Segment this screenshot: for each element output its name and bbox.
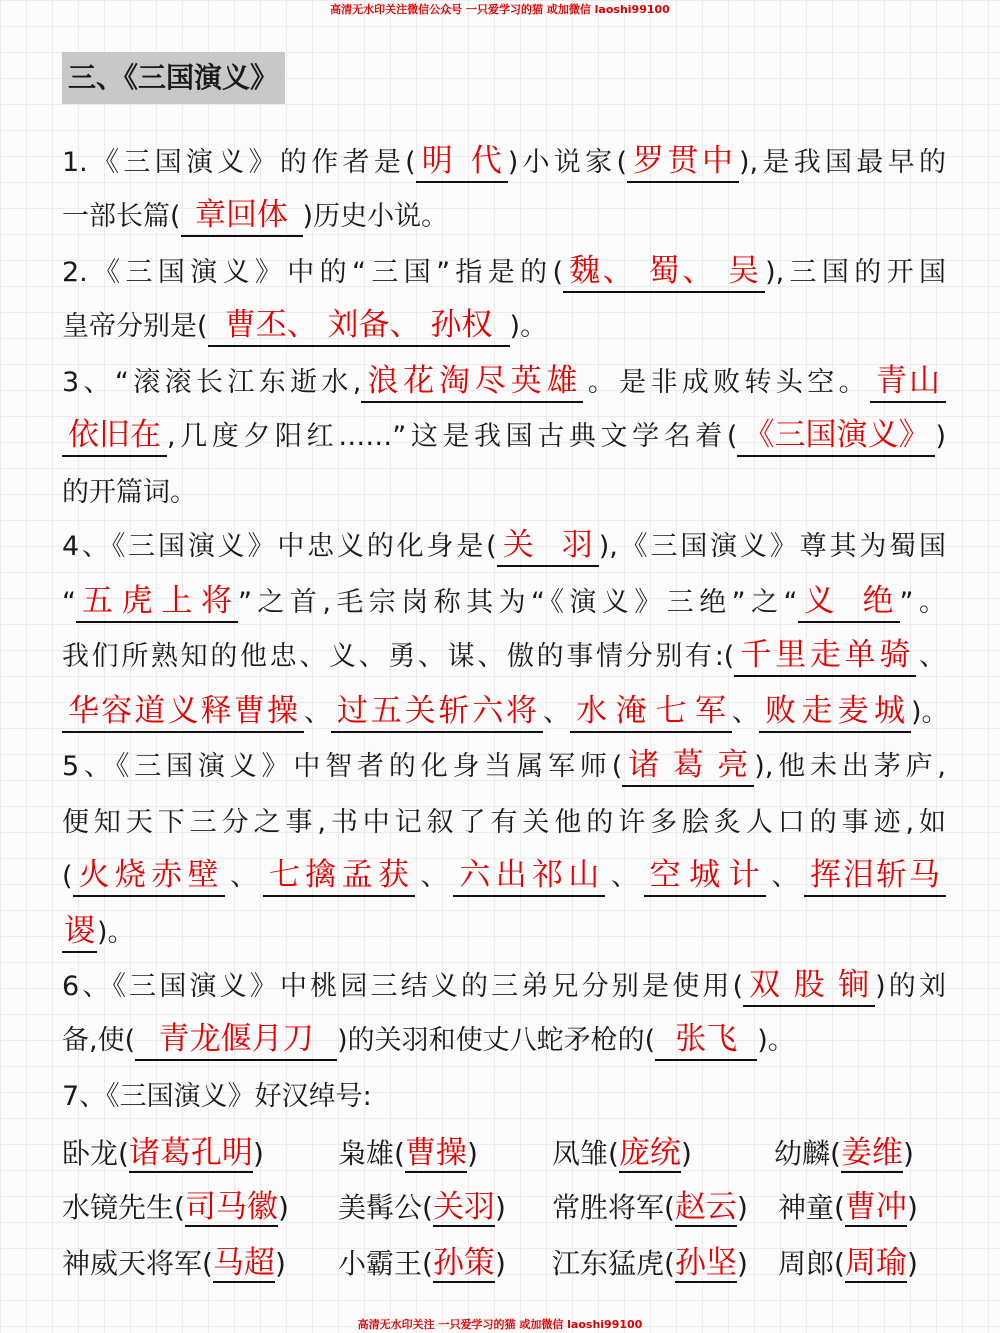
q7-title: 7、《三国演义》好汉绰号: bbox=[62, 1081, 372, 1112]
q4-line-3 bbox=[62, 630, 946, 684]
q3-line-2 bbox=[62, 410, 946, 464]
q6-answer-weapon-1: 双股锏 bbox=[743, 965, 875, 1007]
section-title: 三、《三国演义》 bbox=[62, 52, 285, 104]
nickname-close: ) bbox=[494, 1191, 506, 1224]
q5-answer-deed-1: 火烧赤壁 bbox=[73, 855, 225, 897]
q5-answer-deed-5: 挥泪斩马 bbox=[804, 855, 946, 897]
q5-text: ( bbox=[62, 861, 73, 892]
q6-text: 6、《三国演义》中桃园三结义的三弟兄分别是使用( bbox=[62, 971, 744, 1002]
nickname-label: 神威天将军( bbox=[62, 1247, 213, 1280]
q4-answer-deed-2: 华容道义释曹操 bbox=[62, 691, 304, 733]
q2-line-1 bbox=[62, 246, 946, 300]
q2-text: 2.《三国演义》中的“三国”指是的( bbox=[62, 257, 564, 288]
nickname-label: 常胜将军( bbox=[552, 1191, 675, 1224]
nickname-label: 周郎( bbox=[778, 1247, 845, 1280]
q5-answer-zhuge: 诸葛亮 bbox=[622, 745, 754, 787]
q5-answer-deed-2: 七擒孟获 bbox=[263, 855, 415, 897]
q3-text: 3、“滚滚长江东逝水, bbox=[62, 367, 362, 398]
nickname-label: 枭雄( bbox=[338, 1137, 405, 1170]
q1-answer-author: 罗贯中 bbox=[627, 141, 739, 183]
nickname-wolong bbox=[62, 1126, 264, 1180]
nickname-zhoulang bbox=[778, 1236, 918, 1290]
nickname-value: 赵云 bbox=[674, 1189, 737, 1225]
q2-text: )。 bbox=[509, 311, 548, 342]
nickname-label: 幼麟( bbox=[774, 1137, 841, 1170]
q6-text: )的刘 bbox=[875, 971, 946, 1002]
nickname-value: 孙坚 bbox=[674, 1245, 737, 1281]
nickname-xiaoxiong bbox=[338, 1126, 478, 1180]
q4-text: ),《三国演义》尊其为蜀国 bbox=[598, 531, 946, 562]
q4-line-4 bbox=[62, 686, 949, 740]
nickname-label: 神童( bbox=[778, 1191, 845, 1224]
q4-answer-tigers: 五虎上将 bbox=[76, 581, 238, 623]
nickname-meiran bbox=[338, 1180, 506, 1234]
nickname-close: ) bbox=[274, 1247, 286, 1280]
q5-line-1 bbox=[62, 740, 946, 794]
q1-text: 1.《三国演义》的作者是( bbox=[62, 147, 416, 178]
q5-text: ),他未出茅庐, bbox=[754, 751, 946, 782]
q3-answer-2: 青山 bbox=[870, 361, 946, 403]
q1-line-1 bbox=[62, 136, 946, 190]
nickname-fengchu bbox=[552, 1126, 692, 1180]
nickname-value: 马超 bbox=[212, 1245, 275, 1281]
nickname-shentong bbox=[778, 1180, 918, 1234]
nickname-close: ) bbox=[736, 1191, 748, 1224]
q3-text: ,几度夕阳红……”这是我国古典文学名着( bbox=[167, 421, 738, 452]
q3-answer-1: 浪花淘尽英雄 bbox=[361, 361, 583, 403]
q2-text: 皇帝分别是( bbox=[62, 311, 208, 342]
nickname-close: ) bbox=[906, 1247, 918, 1280]
nickname-close: ) bbox=[494, 1247, 506, 1280]
q6-line-2 bbox=[62, 1014, 946, 1068]
nickname-close: ) bbox=[466, 1137, 478, 1170]
q5-line-2: 便知天下三分之事,书中记叙了有关他的许多脍炙人口的事迹,如 bbox=[62, 807, 946, 838]
nickname-close: ) bbox=[252, 1137, 264, 1170]
watermark-bottom: 高清无水印关注 一只爱学习的猫 或加微信 laoshi99100 bbox=[357, 1318, 643, 1331]
q6-line-1 bbox=[62, 960, 946, 1014]
q4-line-1 bbox=[62, 520, 946, 574]
nickname-close: ) bbox=[736, 1247, 748, 1280]
q4-answer-deed-1: 千里走单骑 bbox=[734, 635, 916, 677]
q4-text: ”。 bbox=[899, 587, 946, 618]
nickname-shuijing bbox=[62, 1180, 289, 1234]
q6-text: )。 bbox=[757, 1025, 795, 1056]
nickname-xiaobawang bbox=[338, 1236, 506, 1290]
q4-answer-guanyu: 关羽 bbox=[497, 525, 599, 567]
q1-text: )小说家( bbox=[507, 147, 628, 178]
q5-line-3 bbox=[62, 850, 946, 904]
q3-line-1 bbox=[62, 356, 946, 410]
q2-answer-emperors: 曹丕、 刘备、 孙权 bbox=[208, 305, 510, 347]
q4-text: ”之首,毛宗岗称其为“《演义》三绝”之“ bbox=[238, 587, 798, 618]
nickname-changsheng bbox=[552, 1180, 748, 1234]
nickname-label: 水镜先生( bbox=[62, 1191, 185, 1224]
nickname-close: ) bbox=[680, 1137, 692, 1170]
q1-answer-genre: 章回体 bbox=[181, 195, 303, 237]
q5-text: 、 bbox=[224, 861, 263, 892]
nickname-label: 卧龙( bbox=[62, 1137, 129, 1170]
nickname-label: 凤雏( bbox=[552, 1137, 619, 1170]
q4-answer-deed-4: 水淹七军 bbox=[570, 691, 732, 733]
nickname-jiangdong bbox=[552, 1236, 748, 1290]
q4-text: 我们所熟知的他忠、义、勇、谋、傲的事情分别有:( bbox=[62, 641, 735, 672]
nickname-value: 司马徽 bbox=[184, 1189, 278, 1225]
q5-line-4 bbox=[62, 906, 946, 960]
nickname-label: 小霸王( bbox=[338, 1247, 433, 1280]
q2-text: ),三国的开国 bbox=[765, 257, 946, 288]
nickname-value: 周瑜 bbox=[844, 1245, 907, 1281]
q4-text: 、 bbox=[543, 697, 570, 728]
q4-text: 4、《三国演义》中忠义的化身是( bbox=[62, 531, 497, 562]
q5-text: 、 bbox=[765, 861, 805, 892]
nickname-value: 诸葛孔明 bbox=[128, 1135, 253, 1171]
q2-answer-kingdoms: 魏、 蜀、 吴 bbox=[563, 251, 765, 293]
q4-answer-deed-3: 过五关斩六将 bbox=[331, 691, 543, 733]
nickname-youlin bbox=[774, 1126, 914, 1180]
q5-text: 5、《三国演义》中智者的化身当属军师( bbox=[62, 751, 623, 782]
nickname-close: ) bbox=[906, 1191, 918, 1224]
q4-answer-deed-5: 败走麦城 bbox=[759, 691, 911, 733]
q6-answer-weapon-2: 青龙偃月刀 bbox=[135, 1019, 337, 1061]
q1-line-2 bbox=[62, 190, 946, 244]
nickname-shenwei bbox=[62, 1236, 286, 1290]
q4-text: “ bbox=[62, 587, 76, 618]
q5-answer-deed-3: 六出祁山 bbox=[453, 855, 605, 897]
q6-text: 备,使( bbox=[62, 1025, 136, 1056]
q4-text: )。 bbox=[911, 697, 949, 728]
q4-text: 、 bbox=[916, 641, 946, 672]
q5-answer-deed-4: 空城计 bbox=[644, 855, 766, 897]
q6-answer-zhangfei: 张飞 bbox=[655, 1019, 757, 1061]
nickname-value: 曹冲 bbox=[844, 1189, 907, 1225]
q3-text: 。是非成败转头空。 bbox=[583, 367, 870, 398]
q4-line-2 bbox=[62, 576, 946, 630]
q4-answer-yijue: 义绝 bbox=[798, 581, 900, 623]
q3-answer-book: 《三国演义》 bbox=[737, 415, 935, 457]
q6-text: )的关羽和使丈八蛇矛枪的( bbox=[337, 1025, 656, 1056]
q4-text: 、 bbox=[304, 697, 331, 728]
q5-answer-deed-5-end: 谡 bbox=[62, 911, 97, 953]
q1-text: ),是我国最早的 bbox=[739, 147, 946, 178]
q5-text: )。 bbox=[97, 917, 135, 948]
nickname-value: 庞统 bbox=[618, 1135, 681, 1171]
q1-text: )历史小说。 bbox=[302, 201, 449, 232]
q4-text: 、 bbox=[732, 697, 759, 728]
q2-line-2 bbox=[62, 300, 946, 354]
watermark-top: 高清无水印关注微信公众号 一只爱学习的猫 或加微信 laoshi99100 bbox=[330, 3, 670, 16]
nickname-value: 姜维 bbox=[840, 1135, 903, 1171]
q1-text: 一部长篇( bbox=[62, 201, 181, 232]
nickname-value: 曹操 bbox=[404, 1135, 467, 1171]
q3-line-3: 的开篇词。 bbox=[62, 477, 197, 508]
q5-text: 、 bbox=[414, 861, 454, 892]
q1-answer-dynasty: 明代 bbox=[416, 141, 508, 183]
nickname-value: 孙策 bbox=[432, 1245, 495, 1281]
nickname-close: ) bbox=[277, 1191, 289, 1224]
nickname-label: 美髯公( bbox=[338, 1191, 433, 1224]
q3-text: ) bbox=[935, 421, 946, 452]
q3-answer-3: 依旧在 bbox=[62, 415, 167, 457]
q5-text: 、 bbox=[605, 861, 644, 892]
nickname-value: 关羽 bbox=[432, 1189, 495, 1225]
nickname-label: 江东猛虎( bbox=[552, 1247, 675, 1280]
nickname-close: ) bbox=[902, 1137, 914, 1170]
